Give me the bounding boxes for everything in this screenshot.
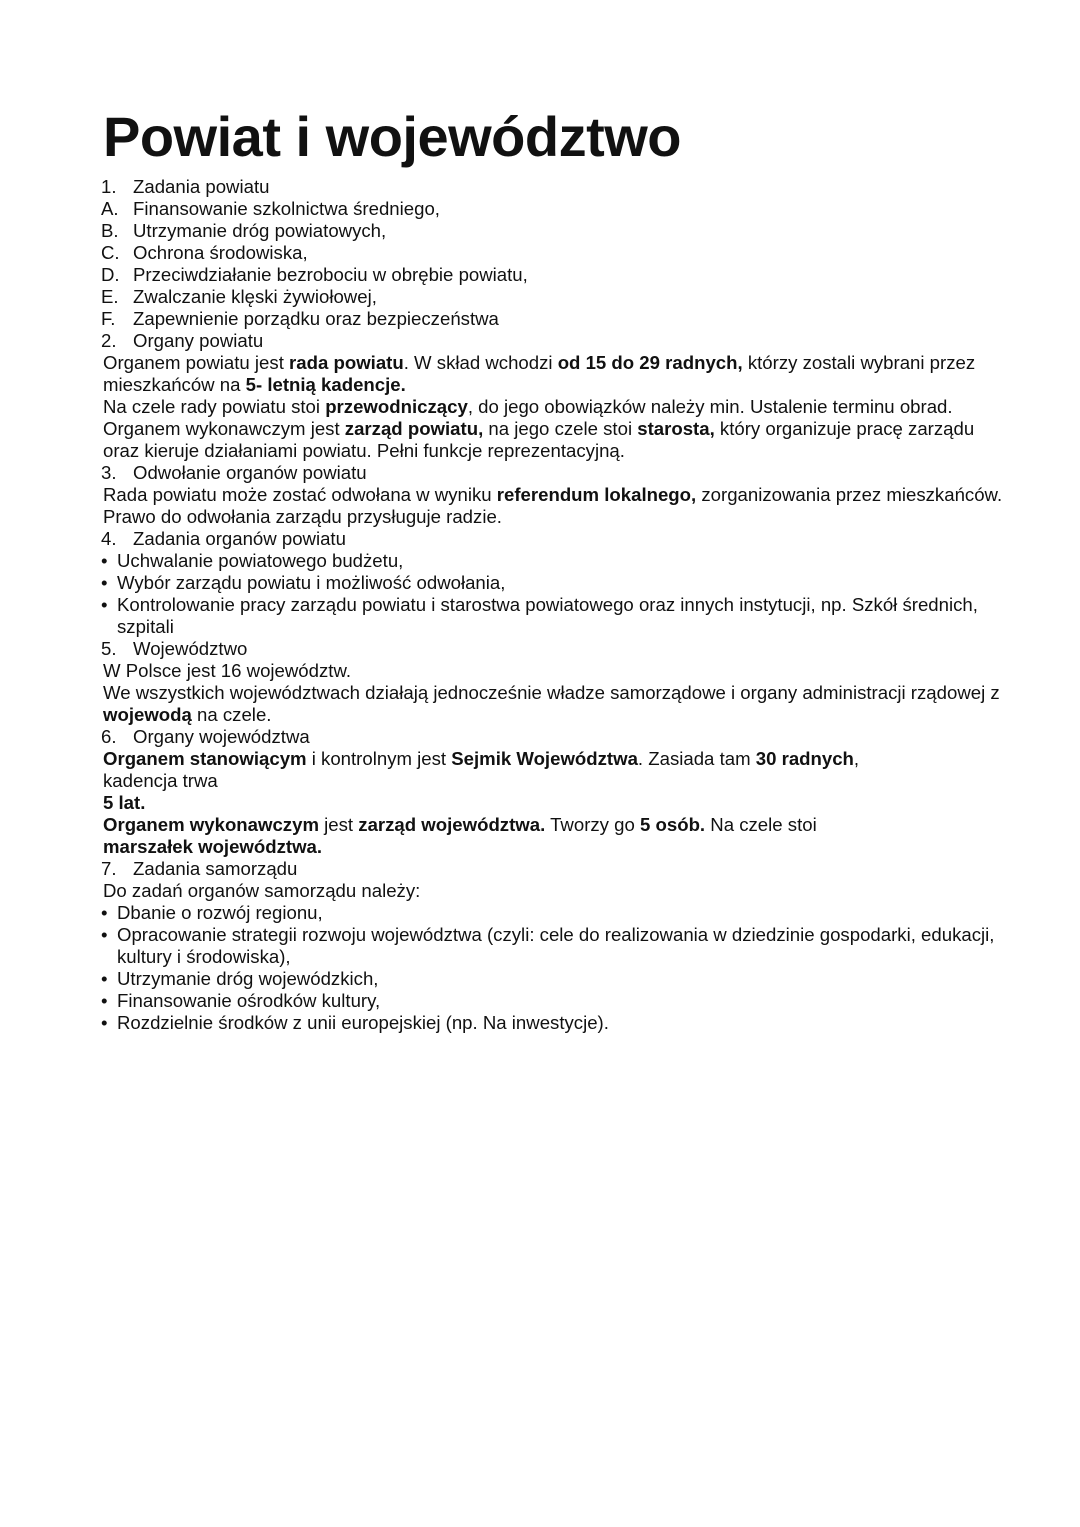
text-run: i kontrolnym jest (306, 748, 452, 769)
bullet-item (103, 550, 1003, 572)
bold-run: Organem wykonawczym (103, 814, 319, 835)
paragraph (103, 396, 1003, 462)
list-item-text: Przeciwdziałanie bezrobociu w obrębie powiatu, (133, 264, 528, 285)
section-title: Organy powiatu (133, 330, 264, 351)
bullet-item (103, 924, 1003, 968)
bullet-text: Opracowanie strategii rozwoju województwa (czyli: cele do realizowania w dziedzinie gospodarki, edukacji, kultury i środowiska), (117, 924, 995, 967)
bullet-item (103, 572, 1003, 594)
list-item (103, 220, 1003, 242)
list-item (103, 242, 1003, 264)
list-item (103, 198, 1003, 220)
bullet-item (103, 968, 1003, 990)
list-marker: E. (101, 286, 119, 307)
section-6-heading (103, 726, 1003, 748)
section-number: 6. (101, 726, 117, 747)
bold-run: starosta, (637, 418, 715, 439)
section-4-heading (103, 528, 1003, 550)
bold-run: od 15 do 29 radnych, (557, 352, 743, 373)
text-run: Organem powiatu jest (103, 352, 290, 373)
bold-run: referendum lokalnego, (496, 484, 697, 505)
text-run: Rada powiatu może zostać odwołana w wyniku (103, 484, 497, 505)
bullet-icon: • (101, 902, 108, 923)
section-title: Organy województwa (133, 726, 310, 747)
section-title: Odwołanie organów powiatu (133, 462, 367, 483)
section-7-heading (103, 858, 1003, 880)
bold-run: wojewodą (103, 704, 192, 725)
text-run: którzy zostali wybrani przez mieszkańców na (103, 352, 976, 395)
paragraph (103, 836, 1003, 858)
bold-run: rada powiatu (289, 352, 404, 373)
text-run: . Zasiada tam (637, 748, 756, 769)
document-page (103, 104, 1003, 1034)
paragraph (103, 792, 1003, 814)
page-title: Powiat i województwo (103, 105, 681, 168)
list-marker: D. (101, 264, 120, 285)
section-title: Zadania powiatu (133, 176, 270, 197)
bullet-text: Dbanie o rozwój regionu, (117, 902, 323, 923)
bullet-text: Wybór zarządu powiatu i możliwość odwołania, (117, 572, 506, 593)
bold-run: przewodniczący (325, 396, 468, 417)
bullet-item (103, 1012, 1003, 1034)
section-3-heading (103, 462, 1003, 484)
paragraph (103, 682, 1003, 726)
paragraph (103, 352, 1003, 396)
text-run: . W skład wchodzi (403, 352, 558, 373)
section-number: 2. (101, 330, 117, 351)
list-item (103, 286, 1003, 308)
section-number: 4. (101, 528, 117, 549)
section-number: 7. (101, 858, 117, 879)
list-item (103, 264, 1003, 286)
text-run: Na czele stoi (705, 814, 817, 835)
bullet-icon: • (101, 1012, 108, 1033)
bold-run: Sejmik Województwa (451, 748, 638, 769)
bold-run: 5 lat. (103, 792, 146, 813)
bold-run: 30 radnych (755, 748, 854, 769)
section-number: 5. (101, 638, 117, 659)
bullet-text: Utrzymanie dróg wojewódzkich, (117, 968, 379, 989)
text-run: który organizuje pracę zarządu oraz kieruje działaniami powiatu. Pełni funkcje reprezentacyjną. (103, 418, 975, 461)
bullet-icon: • (101, 594, 108, 615)
list-item-text: Zapewnienie porządku oraz bezpieczeństwa (133, 308, 499, 329)
bullet-text: Kontrolowanie pracy zarządu powiatu i starostwa powiatowego oraz innych instytucji, np. Szkół średnich, szpitali (117, 594, 978, 637)
bullet-icon: • (101, 968, 108, 989)
text-run: Tworzy go (545, 814, 640, 835)
bullet-item (103, 990, 1003, 1012)
text-run: jest (318, 814, 359, 835)
bullet-icon: • (101, 924, 108, 945)
bullet-item (103, 594, 1003, 638)
section-number: 1. (101, 176, 117, 197)
bullet-text: Uchwalanie powiatowego budżetu, (117, 550, 404, 571)
text-run: , (853, 748, 860, 769)
list-marker: A. (101, 198, 119, 219)
bold-run: zarząd województwa. (358, 814, 546, 835)
text-run: na jego czele stoi (483, 418, 638, 439)
paragraph (103, 484, 1003, 528)
paragraph (103, 748, 1003, 770)
list-marker: C. (101, 242, 120, 263)
list-marker: F. (101, 308, 116, 329)
text-run: , do jego obowiązków należy min. Ustalenie terminu obrad. Organem wykonawczym jest (103, 396, 953, 439)
paragraph: Do zadań organów samorządu należy: (103, 880, 421, 901)
paragraph: kadencja trwa (103, 770, 218, 791)
bullet-text: Rozdzielnie środków z unii europejskiej (np. Na inwestycje). (117, 1012, 609, 1033)
text-run: Na czele rady powiatu stoi (103, 396, 326, 417)
section-number: 3. (101, 462, 117, 483)
bold-run: 5 osób. (640, 814, 706, 835)
bullet-icon: • (101, 550, 108, 571)
bullet-icon: • (101, 572, 108, 593)
bold-run: Organem stanowiącym (103, 748, 307, 769)
bullet-icon: • (101, 990, 108, 1011)
text-run: We wszystkich województwach działają jednocześnie władze samorządowe i organy administracji rządowej z (103, 682, 1000, 703)
bold-run: zarząd powiatu, (344, 418, 484, 439)
section-5-heading (103, 638, 1003, 660)
list-item-text: Finansowanie szkolnictwa średniego, (133, 198, 440, 219)
section-title: Zadania organów powiatu (133, 528, 346, 549)
list-item-text: Ochrona środowiska, (133, 242, 308, 263)
text-run: zorganizowania przez mieszkańców. Prawo do odwołania zarządu przysługuje radzie. (103, 484, 1003, 527)
section-title: Zadania samorządu (133, 858, 298, 879)
section-1-heading (103, 176, 1003, 198)
bullet-text: Finansowanie ośrodków kultury, (117, 990, 381, 1011)
list-item-text: Zwalczanie klęski żywiołowej, (133, 286, 377, 307)
bold-run: marszałek województwa. (103, 836, 323, 857)
section-title: Województwo (133, 638, 248, 659)
bold-run: 5- letnią kadencje. (245, 374, 406, 395)
text-run: na czele. (191, 704, 272, 725)
bullet-item (103, 902, 1003, 924)
list-item-text: Utrzymanie dróg powiatowych, (133, 220, 387, 241)
paragraph: W Polsce jest 16 województw. (103, 660, 352, 681)
paragraph (103, 814, 1003, 836)
list-item (103, 308, 1003, 330)
section-2-heading (103, 330, 1003, 352)
list-marker: B. (101, 220, 119, 241)
